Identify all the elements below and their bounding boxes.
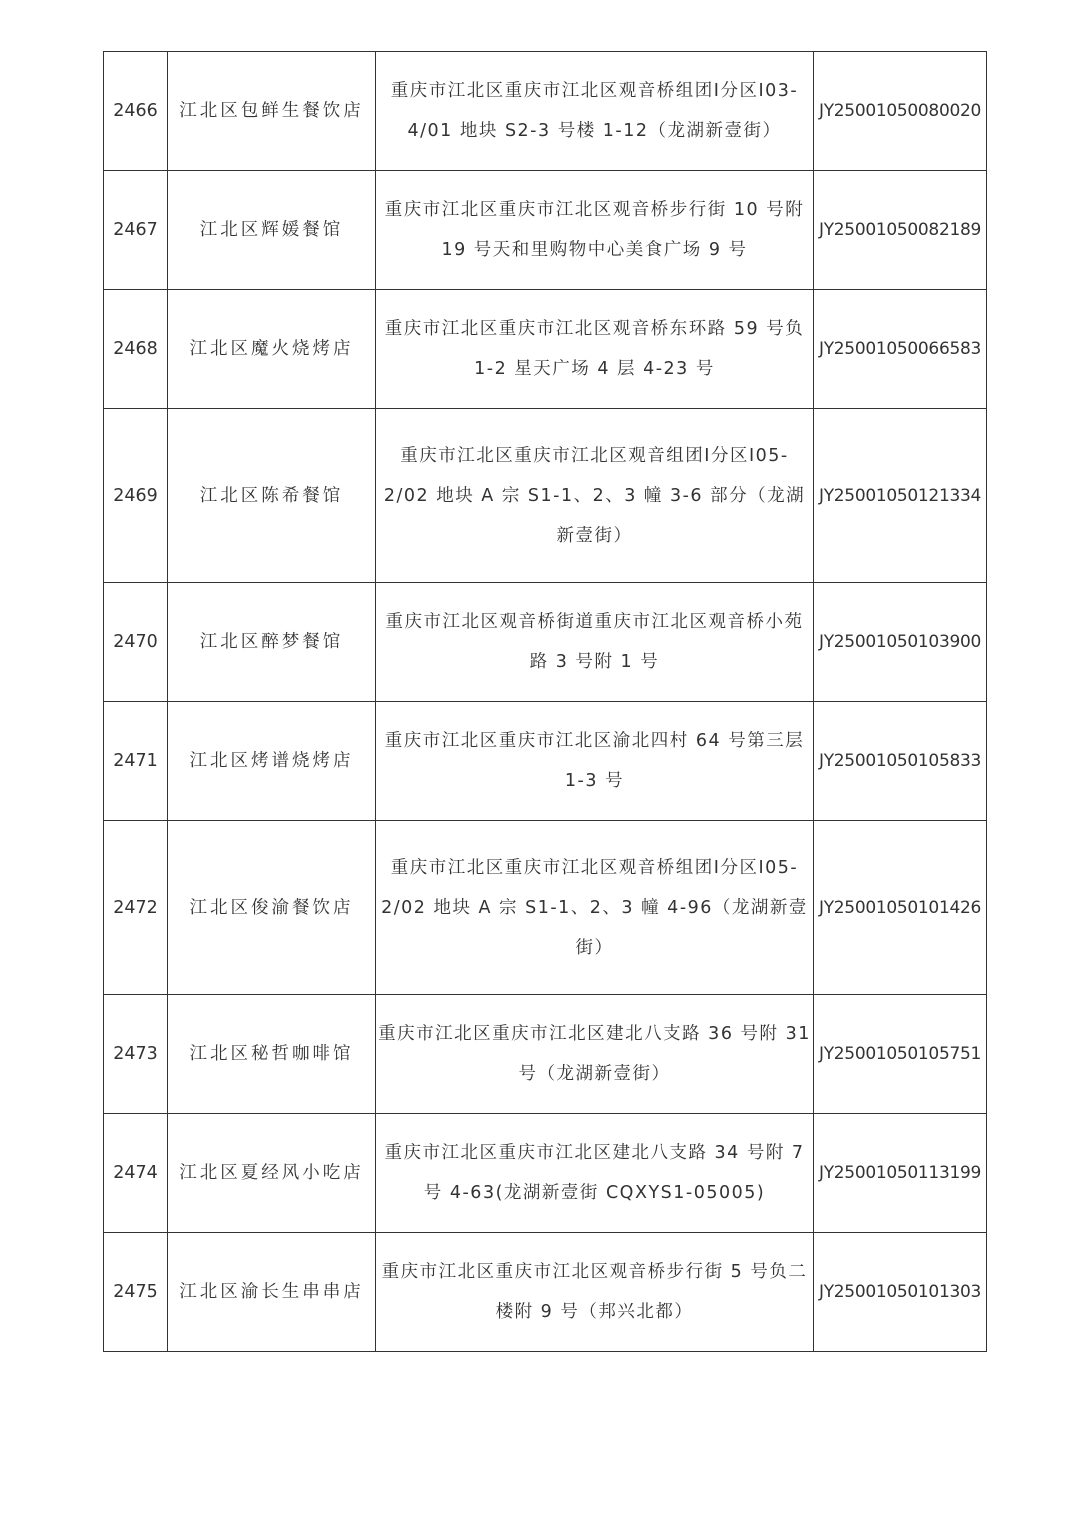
- row-number: 2468: [104, 290, 168, 409]
- table-row: [104, 1114, 987, 1233]
- business-name: 江北区烤谱烧烤店: [168, 702, 376, 821]
- business-name: 江北区俊渝餐饮店: [168, 821, 376, 995]
- business-address: 重庆市江北区重庆市江北区观音桥步行街 10 号附 19 号天和里购物中心美食广场 9 号: [376, 171, 814, 290]
- license-number: JY25001050101426: [814, 821, 987, 995]
- table-row: [104, 290, 987, 409]
- license-number: JY25001050101303: [814, 1233, 987, 1352]
- table-row: [104, 583, 987, 702]
- license-number: JY25001050080020: [814, 52, 987, 171]
- business-registry-table: [103, 51, 987, 1352]
- license-number: JY25001050105751: [814, 995, 987, 1114]
- row-number: 2472: [104, 821, 168, 995]
- row-number: 2471: [104, 702, 168, 821]
- table-row: [104, 702, 987, 821]
- table-row: [104, 52, 987, 171]
- table-row: [104, 409, 987, 583]
- business-address: 重庆市江北区重庆市江北区观音组团Ⅰ分区Ⅰ05-2/02 地块 A 宗 S1-1、2、3 幢 3-6 部分（龙湖新壹街）: [376, 409, 814, 583]
- row-number: 2475: [104, 1233, 168, 1352]
- row-number: 2467: [104, 171, 168, 290]
- license-number: JY25001050113199: [814, 1114, 987, 1233]
- business-address: 重庆市江北区重庆市江北区建北八支路 36 号附 31 号（龙湖新壹街）: [376, 995, 814, 1114]
- business-name: 江北区包鲜生餐饮店: [168, 52, 376, 171]
- business-name: 江北区夏经风小吃店: [168, 1114, 376, 1233]
- table-row: [104, 995, 987, 1114]
- business-address: 重庆市江北区重庆市江北区观音桥组团Ⅰ分区Ⅰ05-2/02 地块 A 宗 S1-1、2、3 幢 4-96（龙湖新壹街）: [376, 821, 814, 995]
- business-name: 江北区渝长生串串店: [168, 1233, 376, 1352]
- row-number: 2466: [104, 52, 168, 171]
- row-number: 2473: [104, 995, 168, 1114]
- business-address: 重庆市江北区重庆市江北区建北八支路 34 号附 7 号 4-63(龙湖新壹街 CQXYS1-05005): [376, 1114, 814, 1233]
- license-number: JY25001050121334: [814, 409, 987, 583]
- business-name: 江北区辉媛餐馆: [168, 171, 376, 290]
- table-row: [104, 171, 987, 290]
- business-name: 江北区秘哲咖啡馆: [168, 995, 376, 1114]
- table-row: [104, 821, 987, 995]
- row-number: 2474: [104, 1114, 168, 1233]
- license-number: JY25001050103900: [814, 583, 987, 702]
- row-number: 2470: [104, 583, 168, 702]
- business-name: 江北区魔火烧烤店: [168, 290, 376, 409]
- license-number: JY25001050105833: [814, 702, 987, 821]
- table-row: [104, 1233, 987, 1352]
- business-address: 重庆市江北区重庆市江北区观音桥组团Ⅰ分区Ⅰ03-4/01 地块 S2-3 号楼 1-12（龙湖新壹街）: [376, 52, 814, 171]
- business-address: 重庆市江北区重庆市江北区观音桥步行街 5 号负二楼附 9 号（邦兴北都）: [376, 1233, 814, 1352]
- business-name: 江北区陈希餐馆: [168, 409, 376, 583]
- business-address: 重庆市江北区重庆市江北区渝北四村 64 号第三层 1-3 号: [376, 702, 814, 821]
- business-address: 重庆市江北区重庆市江北区观音桥东环路 59 号负 1-2 星天广场 4 层 4-23 号: [376, 290, 814, 409]
- business-name: 江北区醉梦餐馆: [168, 583, 376, 702]
- license-number: JY25001050066583: [814, 290, 987, 409]
- row-number: 2469: [104, 409, 168, 583]
- business-address: 重庆市江北区观音桥街道重庆市江北区观音桥小苑路 3 号附 1 号: [376, 583, 814, 702]
- license-number: JY25001050082189: [814, 171, 987, 290]
